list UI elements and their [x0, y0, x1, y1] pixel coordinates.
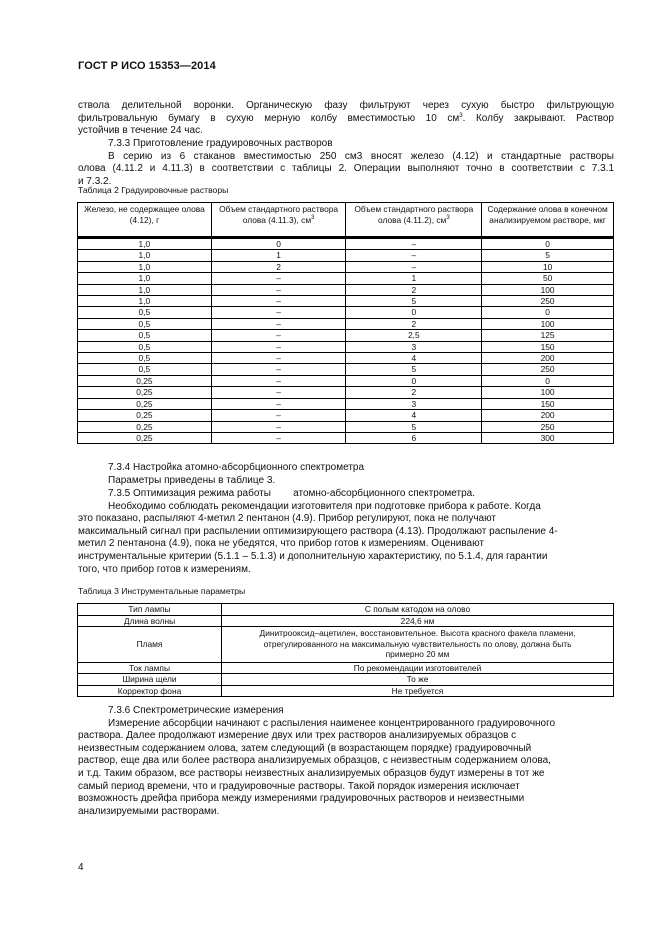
- table-cell: 0,25: [78, 421, 212, 432]
- table-cell: 1: [346, 273, 482, 284]
- param-value: 224,6 нм: [222, 615, 614, 627]
- table-cell: 200: [482, 410, 614, 421]
- table-row: [78, 375, 614, 386]
- param-value: Не требуется: [222, 685, 614, 697]
- section-7-3-6: [78, 705, 614, 818]
- section-body-line: неизвестным содержанием олова, затем следующий (в возрастающем порядке) градуировочный: [78, 742, 532, 754]
- table-cell: 300: [482, 432, 614, 443]
- param-name: Пламя: [78, 627, 222, 663]
- page-number: 4: [78, 862, 84, 873]
- section-body-line: это показано, распыляют 4-метил 2 пентанон (4.9). Прибор регулируют, пока не получают: [78, 513, 496, 525]
- table-row: [78, 364, 614, 375]
- table-cell: –: [211, 432, 346, 443]
- section-body-line: возможность дрейфа прибора между измерениями градуировочных растворов и неизвестными: [78, 793, 525, 805]
- table-cell: 0,5: [78, 364, 212, 375]
- table-cell: –: [211, 364, 346, 375]
- section-heading: 7.3.3 Приготовление градуировочных растворов: [108, 138, 333, 149]
- section-body-line: анализируемыми растворами.: [78, 805, 220, 817]
- table-cell: –: [211, 375, 346, 386]
- table-cell: 0,5: [78, 353, 212, 364]
- table-cell: 150: [482, 341, 614, 352]
- table-cell: –: [211, 341, 346, 352]
- table-row: [78, 685, 614, 697]
- table-cell: 2: [346, 284, 482, 295]
- table-row: [78, 296, 614, 307]
- table-row: [78, 341, 614, 352]
- table-cell: –: [346, 238, 482, 250]
- table-row: [78, 318, 614, 329]
- param-name: Корректор фона: [78, 685, 222, 697]
- table-cell: 3: [346, 398, 482, 409]
- intro-line-2: [78, 113, 614, 126]
- superscript: 3: [459, 112, 463, 119]
- section-heading: 7.3.6 Спектрометрические измерения: [108, 705, 284, 716]
- table-row: [78, 604, 614, 616]
- table-cell: 5: [346, 296, 482, 307]
- table-header-row: [78, 203, 614, 238]
- section-body-line: Измерение абсорбции начинают с распыления наименее концентрированного градуировочного: [108, 717, 556, 729]
- table-cell: 1,0: [78, 250, 212, 261]
- table-cell: 5: [482, 250, 614, 261]
- table-cell: –: [211, 318, 346, 329]
- table-cell: –: [211, 353, 346, 364]
- table-2-caption: Таблица 2 Градуировочные растворы: [78, 185, 229, 195]
- table-cell: 0: [346, 307, 482, 318]
- section-body-line: В серию из 6 стаканов вместимостью 250 см3 вносят железо (4.12) и стандартные растворы: [108, 150, 614, 162]
- table-cell: 4: [346, 410, 482, 421]
- param-value-line: примерно 20 мм: [385, 649, 450, 659]
- section-body-line: олова (4.11.2 и 4.11.3) в соответствии с таблицы 2. Операции выполняют точно в соответствии с 7.3.1: [78, 163, 614, 175]
- table-cell: 150: [482, 398, 614, 409]
- table-cell: 0,5: [78, 341, 212, 352]
- table-cell: –: [346, 250, 482, 261]
- section-body-line: и т.д. Таким образом, все растворы неизвестных анализируемых образцов будут измерены в тот же: [78, 767, 545, 779]
- table-cell: 1,0: [78, 261, 212, 272]
- table-cell: 2: [346, 318, 482, 329]
- table-cell: 10: [482, 261, 614, 272]
- table-cell: 100: [482, 318, 614, 329]
- section-body-line: раствор, еще два или более раствора анализируемых образцов, с неизвестным содержанием олова,: [78, 755, 551, 767]
- table-cell: 100: [482, 387, 614, 398]
- table-row: [78, 238, 614, 250]
- table-row: [78, 615, 614, 627]
- column-header-tin-content: Содержание олова в конечном анализируемом растворе, мкг: [482, 203, 614, 238]
- table-cell: –: [211, 410, 346, 421]
- section-body-line: метил 2 пентанона (4.9), пока не убедятся, что прибор готов к измерениям. Оценивают: [78, 538, 484, 550]
- table-row: [78, 627, 614, 663]
- document-header-title: ГОСТ Р ИСО 15353—2014: [78, 60, 216, 72]
- table-cell: 0,5: [78, 307, 212, 318]
- param-value: С полым катодом на олово: [222, 604, 614, 616]
- table-cell: 125: [482, 330, 614, 341]
- section-body-line: раствора. Далее продолжают измерение двух или трех растворов анализируемых образцов с: [78, 730, 517, 742]
- intro-line-2-tail: . Колбу закрывают. Раствор: [462, 112, 614, 124]
- section-body-line: самый период времени, что и градуировочные растворы. Такой порядок измерения исключает: [78, 780, 520, 792]
- table-cell: –: [211, 296, 346, 307]
- param-value: [222, 627, 614, 663]
- table-cell: 0,5: [78, 318, 212, 329]
- section-7-3-4: [78, 462, 614, 487]
- table-cell: 200: [482, 353, 614, 364]
- table-row: [78, 421, 614, 432]
- table-cell: 0,25: [78, 387, 212, 398]
- table-cell: 0,25: [78, 375, 212, 386]
- table-cell: 0,25: [78, 410, 212, 421]
- section-heading: 7.3.4 Настройка атомно-абсорбционного спектрометра: [108, 462, 365, 473]
- table-row: [78, 674, 614, 686]
- table-cell: –: [211, 273, 346, 284]
- table-cell: 1,0: [78, 238, 212, 250]
- param-value-line: Динитрооксид–ацетилен, восстановительное. Высота красного факела пламени,: [259, 628, 576, 638]
- table-cell: 0: [346, 375, 482, 386]
- table-cell: 250: [482, 421, 614, 432]
- table-cell: 0: [482, 375, 614, 386]
- table-row: [78, 250, 614, 261]
- table-cell: 5: [346, 421, 482, 432]
- param-value-line: отрегулированного на максимальную чувствительность по олову, должна быть: [263, 638, 572, 649]
- intro-line-2-text: фильтровальную бумагу в сухую мерную колбу вместимостью 10 см: [78, 112, 460, 124]
- section-body-line: инструментальные критерии (5.1.1 – 5.1.3) и дополнительную характеристику, по 5.1.4, для гарантии: [78, 550, 548, 562]
- table-cell: –: [211, 421, 346, 432]
- section-7-3-3: [78, 138, 614, 188]
- table-cell: –: [211, 307, 346, 318]
- intro-paragraph: [78, 100, 614, 138]
- column-header-iron: Железо, не содержащее олова (4.12), г: [78, 203, 212, 238]
- table-row: [78, 353, 614, 364]
- table-cell: 250: [482, 364, 614, 375]
- table-cell: 50: [482, 273, 614, 284]
- table-row: [78, 284, 614, 295]
- table-row: [78, 410, 614, 421]
- table-row: [78, 261, 614, 272]
- param-name: Ширина щели: [78, 674, 222, 686]
- table-cell: 2,5: [346, 330, 482, 341]
- table-row: [78, 273, 614, 284]
- table-cell: 4: [346, 353, 482, 364]
- table-cell: 5: [346, 364, 482, 375]
- table-cell: 100: [482, 284, 614, 295]
- section-body-line: максимальный сигнал при распылении оптимизирующего раствора (4.13). Продолжают распыление 4-: [78, 525, 558, 537]
- table-3-caption: Таблица 3 Инструментальные параметры: [78, 586, 246, 596]
- param-value: То же: [222, 674, 614, 686]
- table-cell: 0,25: [78, 432, 212, 443]
- param-name: Тип лампы: [78, 604, 222, 616]
- intro-line-1: ствола делительной воронки. Органическую фазу фильтруют через сухую быстро фильтрующую: [78, 100, 614, 111]
- param-name: Ток лампы: [78, 662, 222, 674]
- table-cell: –: [346, 261, 482, 272]
- table-row: [78, 662, 614, 674]
- table-cell: 1: [211, 250, 346, 261]
- table-cell: –: [211, 330, 346, 341]
- table-2-calibration-solutions: [77, 202, 614, 444]
- table-cell: 0: [482, 307, 614, 318]
- table-cell: –: [211, 284, 346, 295]
- param-name: Длина волны: [78, 615, 222, 627]
- section-body-line: и 7.3.2.: [78, 175, 112, 187]
- table-row: [78, 307, 614, 318]
- section-body-line: Необходимо соблюдать рекомендации изготовителя при подготовке прибора к работе. Когда: [108, 500, 541, 512]
- table-row: [78, 330, 614, 341]
- table-row: [78, 432, 614, 443]
- table-cell: 0: [482, 238, 614, 250]
- table-cell: 1,0: [78, 284, 212, 295]
- table-cell: 6: [346, 432, 482, 443]
- section-body-line: Параметры приведены в таблице 3.: [108, 474, 276, 486]
- column-header-volume-4-11-3: Объем стандартного раствора олова (4.11.3), $см^3$: [211, 203, 346, 238]
- section-7-3-5: [78, 488, 614, 576]
- table-cell: 2: [346, 387, 482, 398]
- table-cell: 3: [346, 341, 482, 352]
- table-cell: 0,5: [78, 330, 212, 341]
- table-row: [78, 398, 614, 409]
- table-cell: 1,0: [78, 273, 212, 284]
- intro-line-3: устойчив в течение 24 час.: [78, 125, 203, 137]
- table-cell: 1,0: [78, 296, 212, 307]
- table-row: [78, 387, 614, 398]
- table-cell: –: [211, 398, 346, 409]
- table-cell: 0,25: [78, 398, 212, 409]
- section-heading: 7.3.5 Оптимизация режима работы атомно-абсорбционного спектрометра.: [108, 488, 475, 499]
- table-cell: 0: [211, 238, 346, 250]
- table-cell: 250: [482, 296, 614, 307]
- table-cell: 2: [211, 261, 346, 272]
- section-body-line: того, что прибор готов к измерениям.: [78, 563, 251, 575]
- table-3-instrument-parameters: [77, 603, 614, 697]
- table-cell: –: [211, 387, 346, 398]
- param-value: По рекомендации изготовителей: [222, 662, 614, 674]
- column-header-volume-4-11-2: Объем стандартного раствора олова (4.11.2), $см^3$: [346, 203, 482, 238]
